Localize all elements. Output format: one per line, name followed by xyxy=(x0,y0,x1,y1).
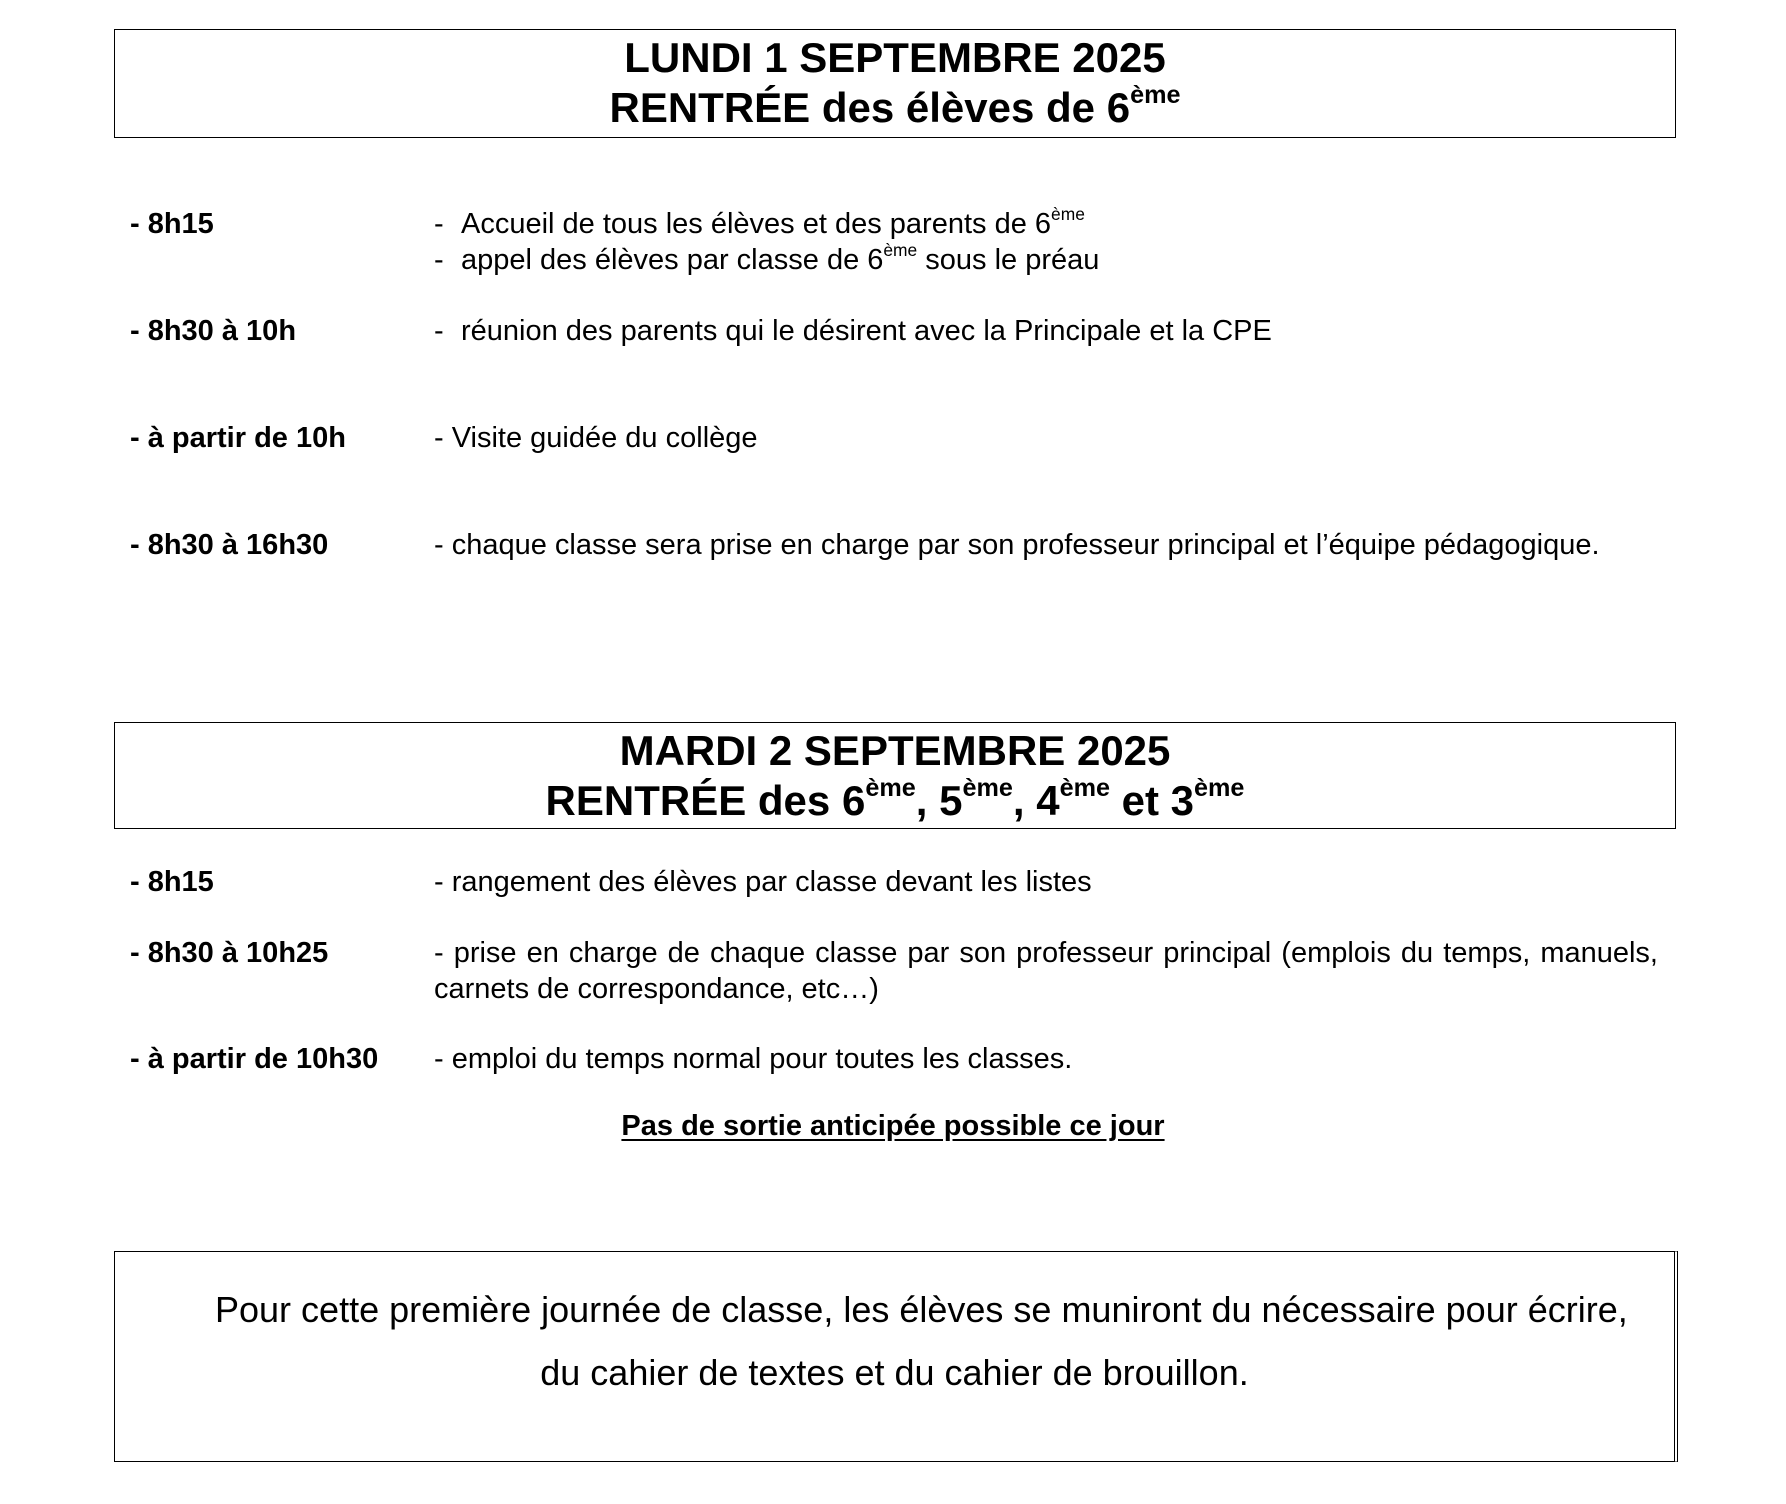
row-time: - 8h15 xyxy=(130,208,214,240)
list-item: - appel des élèves par classe de 6ème sous le préau xyxy=(434,239,1100,276)
supplies-notice-line-2: du cahier de textes et du cahier de brouillon. xyxy=(540,1352,1249,1393)
row-time: - à partir de 10h30 xyxy=(130,1043,379,1075)
day1-date-title: LUNDI 1 SEPTEMBRE 2025 xyxy=(624,34,1166,81)
row-description: - chaque classe sera prise en charge par son professeur principal et l’équipe pédagogique. xyxy=(434,529,1600,561)
day2-subtitle: RENTRÉE des 6ème, 5ème, 4ème et 3ème xyxy=(545,774,1245,824)
row-description: - rangement des élèves par classe devant les listes xyxy=(434,866,1092,898)
day2-header-box xyxy=(114,722,1676,829)
list-item: - Accueil de tous les élèves et des parents de 6ème xyxy=(434,203,1085,240)
row-time: - 8h30 à 10h xyxy=(130,315,297,347)
row-description xyxy=(434,313,1660,349)
row-description: - Visite guidée du collège xyxy=(434,422,758,454)
supplies-notice-line-1: Pour cette première journée de classe, les élèves se muniront du nécessaire pour écrire, xyxy=(215,1289,1628,1330)
row-time: - 8h30 à 16h30 xyxy=(130,529,329,561)
day1-subtitle: RENTRÉE des élèves de 6ème xyxy=(609,81,1181,131)
day2-date-title: MARDI 2 SEPTEMBRE 2025 xyxy=(619,727,1171,774)
row-time: - 8h15 xyxy=(130,866,214,898)
list-item: - réunion des parents qui le désirent avec la Principale et la CPE xyxy=(434,315,1272,347)
row-description: - prise en charge de chaque classe par son professeur principal (emplois du temps, manuels, carnets de correspondance, etc…) xyxy=(434,937,1658,1005)
no-early-exit-notice: Pas de sortie anticipée possible ce jour xyxy=(621,1110,1165,1142)
row-description: - emploi du temps normal pour toutes les classes. xyxy=(434,1043,1073,1075)
day1-header-box xyxy=(114,29,1676,138)
supplies-notice-box xyxy=(114,1251,1678,1462)
row-time: - à partir de 10h xyxy=(130,422,346,454)
row-time: - 8h30 à 10h25 xyxy=(130,937,329,969)
row-description xyxy=(434,203,1660,278)
